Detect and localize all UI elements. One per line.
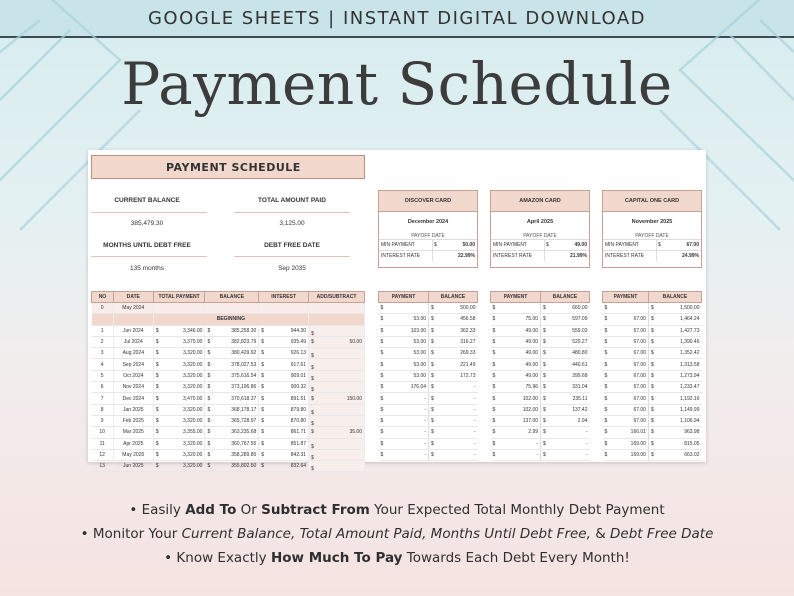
row-add-subtract: $ xyxy=(309,370,365,381)
interest-rate-row: INTEREST RATE 24.99% xyxy=(603,250,701,261)
card-balance: - xyxy=(437,404,478,415)
card-table xyxy=(602,291,702,461)
table-row: $ 67.00 $ 1,106.94 xyxy=(603,415,702,426)
row-total: $ 3,320.00 xyxy=(153,382,205,393)
row-no: 1 xyxy=(92,325,114,336)
table-row: $ 67.00 $ 1,390.46 xyxy=(603,336,702,347)
row-add-subtract: $ xyxy=(309,404,365,415)
months-label: MONTHS UNTIL DEBT FREE xyxy=(103,242,191,249)
table-row: $ 53.00 $ 456.58 xyxy=(379,314,478,325)
card-balance: - xyxy=(437,427,478,438)
row-balance: $ 363,235.68 xyxy=(205,427,259,438)
card-payment: - xyxy=(499,449,541,460)
card-balance: 597.09 xyxy=(549,314,590,325)
card-balance: - xyxy=(437,382,478,393)
row-interest: $ 861.71 xyxy=(259,427,309,438)
table-row: $ 67.00 $ 1,464.24 xyxy=(603,314,702,325)
table-row: $ 103.00 $ 362.33 xyxy=(379,325,478,336)
interest-rate-row: INTEREST RATE 21.99% xyxy=(491,250,589,261)
card-summary xyxy=(490,212,590,268)
row-date: Jun 2024 xyxy=(113,325,153,336)
table-row xyxy=(92,325,365,336)
row-date: Jul 2024 xyxy=(113,336,153,347)
card-name: DISCOVER CARD xyxy=(378,190,478,212)
card-balance: - xyxy=(437,393,478,404)
row-total: $ 3,320.00 xyxy=(153,461,205,472)
table-row: $ 67.00 $ 1,313.58 xyxy=(603,359,702,370)
table-row: $ 176.04 $ - xyxy=(379,382,478,393)
table-row: $ 53.00 $ 221.49 xyxy=(379,359,478,370)
card-balance: 1,313.58 xyxy=(656,359,701,370)
table-row: $ - $ - xyxy=(379,415,478,426)
row-date: Jun 2025 xyxy=(113,461,153,472)
row-interest: $ 842.31 xyxy=(259,449,309,460)
sheet-title: PAYMENT SCHEDULE xyxy=(91,155,365,179)
table-row xyxy=(92,393,365,404)
banner-text: GOOGLE SHEETS | INSTANT DIGITAL DOWNLOAD xyxy=(147,7,647,29)
table-row xyxy=(92,336,365,347)
card-payment: 49.00 xyxy=(499,336,541,347)
row-date: Nov 2024 xyxy=(113,382,153,393)
debt-free-label: DEBT FREE DATE xyxy=(264,242,320,249)
card-table xyxy=(378,291,478,461)
row-total: $ 3,320.00 xyxy=(153,404,205,415)
card-payment: 75.96 xyxy=(499,382,541,393)
feature-item: • Know Exactly How Much To Pay Towards Each Debt Every Month! xyxy=(164,550,630,566)
row-date: Apr 2025 xyxy=(113,438,153,449)
table-row: $ 67.00 $ 1,427.73 xyxy=(603,325,702,336)
current-balance-label: CURRENT BALANCE xyxy=(114,197,180,204)
row-interest: $ 879.80 xyxy=(259,404,309,415)
card-payment: 103.00 xyxy=(387,325,429,336)
table-row: $ 102.00 $ 137.42 xyxy=(491,404,590,415)
card-payment: 53.00 xyxy=(387,336,429,347)
card-payment: - xyxy=(387,404,429,415)
row-balance: $ 373,196.86 xyxy=(205,382,259,393)
card-header-row: PAYMENT BALANCE xyxy=(491,292,590,303)
row-balance: $ 358,289.86 xyxy=(205,449,259,460)
row-total: $ 3,470.00 xyxy=(153,393,205,404)
row-add-subtract: $ xyxy=(309,449,365,460)
row-interest: $ 832.64 xyxy=(259,461,309,472)
card-header-row: PAYMENT BALANCE xyxy=(603,292,702,303)
card-balance: 316.27 xyxy=(437,336,478,347)
card-balance: 1,192.16 xyxy=(656,393,701,404)
row-add-subtract: $ xyxy=(309,359,365,370)
card-payment: - xyxy=(387,415,429,426)
table-row xyxy=(92,438,365,449)
row-interest: $ 909.01 xyxy=(259,370,309,381)
row-no: 2 xyxy=(92,336,114,347)
card-payment: 75.00 xyxy=(499,314,541,325)
card-balance: 1,106.94 xyxy=(656,415,701,426)
interest-rate-row: INTEREST RATE 22.99% xyxy=(379,250,477,261)
col-balance: BALANCE xyxy=(205,292,259,303)
card-balance: 137.42 xyxy=(549,404,590,415)
row-total: $ 3,320.00 xyxy=(153,370,205,381)
row-add-subtract: $ 50.00 xyxy=(309,336,365,347)
card-balance: 269.33 xyxy=(437,348,478,359)
payoff-label: PAYOFF DATE xyxy=(411,233,445,239)
card-payment: 137.00 xyxy=(499,415,541,426)
card-balance: 440.61 xyxy=(549,359,590,370)
table-row: $ 75.00 $ 597.09 xyxy=(491,314,590,325)
col-date: DATE xyxy=(113,292,153,303)
min-payment-row: MIN PAYMENT $ 50.00 xyxy=(379,239,477,250)
row-date: Sep 2024 xyxy=(113,359,153,370)
row-add-subtract: $ xyxy=(309,382,365,393)
card-payment: 67.00 xyxy=(611,348,649,359)
card-payment: 169.00 xyxy=(611,438,649,449)
card-payment: - xyxy=(387,449,429,460)
schedule-header-row xyxy=(92,292,365,303)
table-row: $ - $ - xyxy=(379,427,478,438)
feature-list xyxy=(0,498,794,570)
card-balance: 221.49 xyxy=(437,359,478,370)
table-row: $ 53.00 $ 172.73 xyxy=(379,370,478,381)
table-row: $ 49.00 $ 480.80 xyxy=(491,348,590,359)
table-row: $ - $ - xyxy=(491,438,590,449)
table-row: $ 169.00 $ 815.05 xyxy=(603,438,702,449)
card-balance: 815.05 xyxy=(656,438,701,449)
card-payment: 176.04 xyxy=(387,382,429,393)
row-balance: $ 355,802.50 xyxy=(205,461,259,472)
card-summary xyxy=(602,212,702,268)
card-balance: 235.11 xyxy=(549,393,590,404)
min-payment-row: MIN PAYMENT $ 49.00 xyxy=(491,239,589,250)
row-no: 9 xyxy=(92,415,114,426)
row-date: Dec 2024 xyxy=(113,393,153,404)
row-no: 12 xyxy=(92,449,114,460)
card-balance: 1,352.42 xyxy=(656,348,701,359)
row-total: $ 3,320.00 xyxy=(153,415,205,426)
card-payment: 53.00 xyxy=(387,359,429,370)
spreadsheet-preview xyxy=(88,150,706,473)
card-balance: - xyxy=(437,415,478,426)
table-row xyxy=(92,303,365,314)
table-row: $ - $ - xyxy=(379,404,478,415)
card-payment: 49.00 xyxy=(499,359,541,370)
row-interest: $ 917.61 xyxy=(259,359,309,370)
card-balance: 362.33 xyxy=(437,325,478,336)
table-row: $ 67.00 $ 1,352.42 xyxy=(603,348,702,359)
row-balance: $ 368,178.17 xyxy=(205,404,259,415)
row-total: $ 3,320.00 xyxy=(153,359,205,370)
card-balance: - xyxy=(549,438,590,449)
card-balance: - xyxy=(437,438,478,449)
card-payment: 53.00 xyxy=(387,348,429,359)
row-total: $ 3,320.00 xyxy=(153,449,205,460)
beginning-row xyxy=(92,314,365,325)
row-add-subtract: $ xyxy=(309,461,365,472)
table-row xyxy=(92,348,365,359)
card-name: CAPITAL ONE CARD xyxy=(602,190,702,212)
card-payment: 67.00 xyxy=(611,359,649,370)
table-row xyxy=(92,449,365,460)
card-payment: - xyxy=(499,438,541,449)
row-interest: $ 926.13 xyxy=(259,348,309,359)
table-row: $ 137.00 $ 2.94 xyxy=(491,415,590,426)
row-total: $ 3,320.00 xyxy=(153,348,205,359)
col-total: TOTAL PAYMENT xyxy=(153,292,205,303)
card-balance: 1,233.47 xyxy=(656,382,701,393)
card-payoff-date: April 2025 xyxy=(526,219,554,225)
card-balance: 963.98 xyxy=(656,427,701,438)
card-payment: 67.00 xyxy=(611,314,649,325)
row-no: 10 xyxy=(92,427,114,438)
card-payment: 53.00 xyxy=(387,314,429,325)
table-row: $ 53.00 $ 269.33 xyxy=(379,348,478,359)
total-paid-label: TOTAL AMOUNT PAID xyxy=(258,197,326,204)
table-row: $ 166.01 $ 963.98 xyxy=(603,427,702,438)
divider xyxy=(234,212,350,213)
row-interest: $ 870.80 xyxy=(259,415,309,426)
card-header-row: PAYMENT BALANCE xyxy=(379,292,478,303)
row-interest: $ 851.87 xyxy=(259,438,309,449)
table-row: $ 49.00 $ 559.03 xyxy=(491,325,590,336)
row-add-subtract: $ 35.00 xyxy=(309,427,365,438)
card-payment: 49.00 xyxy=(499,348,541,359)
row-date: Aug 2024 xyxy=(113,348,153,359)
table-row xyxy=(92,382,365,393)
card-payment: 67.00 xyxy=(611,382,649,393)
row-total: $ 3,320.00 xyxy=(153,438,205,449)
feature-item: • Easily Add To Or Subtract From Your Expected Total Monthly Debt Payment xyxy=(129,502,665,518)
card-balance: 520.27 xyxy=(549,336,590,347)
row-add-subtract: $ xyxy=(309,438,365,449)
card-payment: 67.00 xyxy=(611,336,649,347)
card-payment: - xyxy=(387,438,429,449)
table-row: $ 67.00 $ 1,192.16 xyxy=(603,393,702,404)
card-balance: - xyxy=(437,449,478,460)
card-balance: 559.03 xyxy=(549,325,590,336)
divider xyxy=(91,256,207,257)
card-balance: 1,464.24 xyxy=(656,314,701,325)
card-payment: 67.00 xyxy=(611,393,649,404)
row-interest: $ 891.51 xyxy=(259,393,309,404)
table-row: $ - $ - xyxy=(379,393,478,404)
table-row: $ 53.00 $ 316.27 xyxy=(379,336,478,347)
row-balance: $ 360,767.55 xyxy=(205,438,259,449)
row-no: 13 xyxy=(92,461,114,472)
row-balance: $ 375,616.54 xyxy=(205,370,259,381)
top-banner xyxy=(0,0,794,38)
row-add-subtract: $ xyxy=(309,348,365,359)
debt-free-value: Sep 2035 xyxy=(278,265,306,272)
card-balance: 2.94 xyxy=(549,415,590,426)
card-payment: 169.00 xyxy=(611,449,649,460)
table-row: $ - $ - xyxy=(491,449,590,460)
row-date: May 2024 xyxy=(113,303,153,314)
row-no: 3 xyxy=(92,348,114,359)
min-payment-row: MIN PAYMENT $ 67.00 xyxy=(603,239,701,250)
card-payment: - xyxy=(387,427,429,438)
card-balance: 399.68 xyxy=(549,370,590,381)
row-date: Oct 2024 xyxy=(113,370,153,381)
card-payoff-date: December 2024 xyxy=(407,219,449,225)
card-balance: 172.73 xyxy=(437,370,478,381)
row-add-subtract: $ xyxy=(309,415,365,426)
row-no: 8 xyxy=(92,404,114,415)
card-payment: - xyxy=(387,393,429,404)
row-interest: $ 935.49 xyxy=(259,336,309,347)
table-row: $ 67.00 $ 1,149.99 xyxy=(603,404,702,415)
card-balance: 1,390.46 xyxy=(656,336,701,347)
card-balance: - xyxy=(549,449,590,460)
table-row: $ 49.00 $ 399.68 xyxy=(491,370,590,381)
table-row: $ 49.00 $ 520.27 xyxy=(491,336,590,347)
table-row xyxy=(92,359,365,370)
row-date: Mar 2025 xyxy=(113,427,153,438)
card-payment: 67.00 xyxy=(611,370,649,381)
schedule-table xyxy=(91,291,365,472)
table-row xyxy=(92,461,365,472)
card-balance: - xyxy=(549,427,590,438)
row-total: $ 3,370.00 xyxy=(153,336,205,347)
divider xyxy=(234,256,350,257)
row-balance: $ 385,258.30 xyxy=(205,325,259,336)
months-value: 135 months xyxy=(130,265,164,272)
table-row: $ 102.00 $ 235.11 xyxy=(491,393,590,404)
table-row: $ 75.96 $ 331.04 xyxy=(491,382,590,393)
row-balance: $ 370,618.37 xyxy=(205,393,259,404)
row-balance: $ 378,027.53 xyxy=(205,359,259,370)
row-interest: $ 944.30 xyxy=(259,325,309,336)
payoff-label: PAYOFF DATE xyxy=(635,233,669,239)
row-balance: $ 380,429.92 xyxy=(205,348,259,359)
table-row: $ $ 500.00 xyxy=(379,303,478,314)
row-total: $ 3,346.00 xyxy=(153,325,205,336)
table-row: $ - $ - xyxy=(379,449,478,460)
total-paid-value: 3,125.00 xyxy=(279,220,305,227)
row-date: May 2025 xyxy=(113,449,153,460)
card-balance: 663.02 xyxy=(656,449,701,460)
card-payment: 2.99 xyxy=(499,427,541,438)
row-balance: $ 382,823.79 xyxy=(205,336,259,347)
card-payment: 67.00 xyxy=(611,325,649,336)
table-row: $ - $ - xyxy=(379,438,478,449)
card-payment: 67.00 xyxy=(611,404,649,415)
table-row: $ 67.00 $ 1,273.94 xyxy=(603,370,702,381)
table-row xyxy=(92,427,365,438)
card-payment: 166.01 xyxy=(611,427,649,438)
table-row xyxy=(92,404,365,415)
card-payment: 49.00 xyxy=(499,325,541,336)
row-interest: $ 900.32 xyxy=(259,382,309,393)
card-balance: 480.80 xyxy=(549,348,590,359)
row-no: 7 xyxy=(92,393,114,404)
row-add-subtract: $ xyxy=(309,325,365,336)
row-date: Jan 2025 xyxy=(113,404,153,415)
col-interest: INTEREST xyxy=(259,292,309,303)
divider xyxy=(91,212,207,213)
row-balance: $ 365,728.97 xyxy=(205,415,259,426)
table-row: $ 49.00 $ 440.61 xyxy=(491,359,590,370)
row-no: 0 xyxy=(92,303,114,314)
col-no: NO xyxy=(92,292,114,303)
card-balance: 331.04 xyxy=(549,382,590,393)
row-add-subtract: $ 150.00 xyxy=(309,393,365,404)
table-row: $ $ 1,500.00 xyxy=(603,303,702,314)
card-balance: 1,273.94 xyxy=(656,370,701,381)
table-row: $ 2.99 $ - xyxy=(491,427,590,438)
table-row: $ 169.00 $ 663.02 xyxy=(603,449,702,460)
page-title: Payment Schedule xyxy=(121,50,673,118)
card-name: AMAZON CARD xyxy=(490,190,590,212)
table-row xyxy=(92,370,365,381)
row-date: Feb 2025 xyxy=(113,415,153,426)
table-row xyxy=(92,415,365,426)
card-payoff-date: November 2025 xyxy=(631,219,673,225)
feature-item: • Monitor Your Current Balance, Total Amount Paid, Months Until Debt Free, & Debt Free Date xyxy=(80,526,714,542)
table-row: $ $ 660.00 xyxy=(491,303,590,314)
card-summary xyxy=(378,212,478,268)
beginning-label: BEGINNING xyxy=(153,314,308,325)
payoff-label: PAYOFF DATE xyxy=(523,233,557,239)
card-balance: 456.58 xyxy=(437,314,478,325)
row-no: 4 xyxy=(92,359,114,370)
card-balance: 1,427.73 xyxy=(656,325,701,336)
current-balance-value: 385,479.30 xyxy=(130,220,164,227)
card-payment: 102.00 xyxy=(499,393,541,404)
row-no: 11 xyxy=(92,438,114,449)
card-payment: 67.00 xyxy=(611,415,649,426)
table-row: $ 67.00 $ 1,233.47 xyxy=(603,382,702,393)
card-payment: 49.00 xyxy=(499,370,541,381)
row-total: $ 3,355.00 xyxy=(153,427,205,438)
col-add-subtract: ADD/SUBTRACT xyxy=(309,292,365,303)
card-balance: 1,149.99 xyxy=(656,404,701,415)
row-no: 6 xyxy=(92,382,114,393)
card-table xyxy=(490,291,590,461)
card-payment: 53.00 xyxy=(387,370,429,381)
card-payment: 102.00 xyxy=(499,404,541,415)
row-no: 5 xyxy=(92,370,114,381)
